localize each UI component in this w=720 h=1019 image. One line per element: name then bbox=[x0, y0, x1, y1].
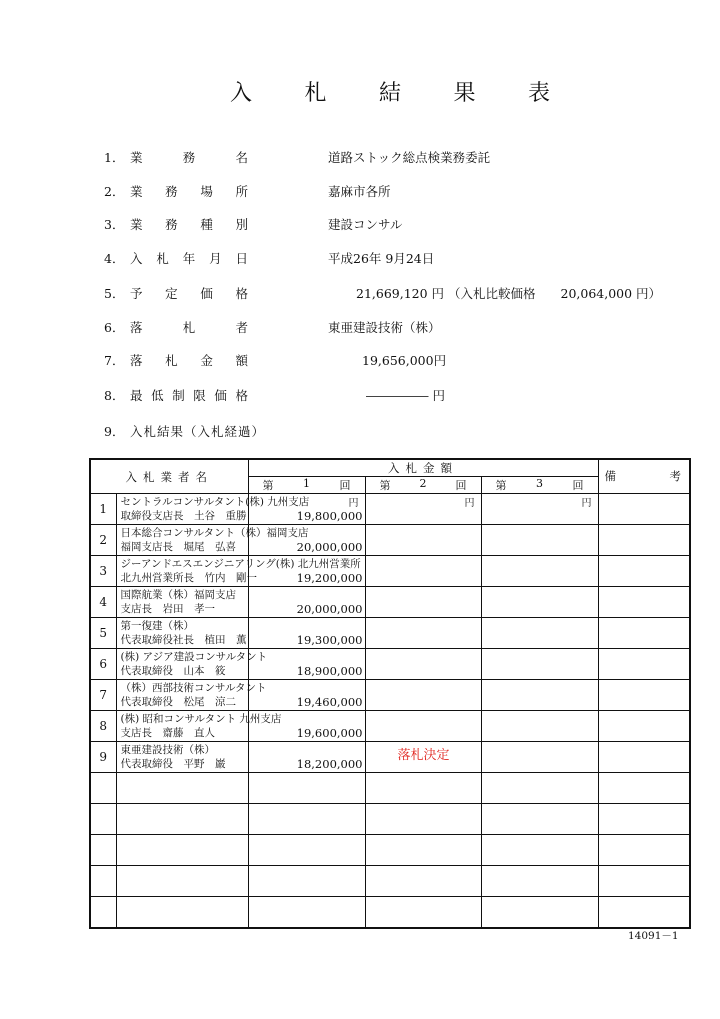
info-label bbox=[130, 182, 248, 200]
info-number: 9． bbox=[104, 424, 125, 439]
info-number: 6． bbox=[104, 320, 125, 335]
bidder-representative: 代表取締役 平野 巌 bbox=[120, 758, 226, 770]
info-label-char: 所 bbox=[235, 184, 248, 199]
table-row bbox=[90, 618, 690, 649]
empty-cell bbox=[248, 897, 365, 928]
bid-amount-round-1 bbox=[248, 711, 365, 742]
bidder-name bbox=[116, 680, 267, 711]
row-number: 5 bbox=[90, 618, 116, 649]
table-row bbox=[90, 649, 690, 680]
empty-cell bbox=[481, 866, 598, 897]
round-label-part: 回 bbox=[339, 479, 351, 492]
empty-cell bbox=[248, 804, 365, 835]
info-label-char: 場 bbox=[200, 184, 213, 199]
table-row bbox=[90, 587, 690, 618]
bidder-representative: 代表取締役 松尾 涼二 bbox=[120, 696, 236, 708]
info-label-char: 格 bbox=[235, 388, 248, 403]
remarks-cell bbox=[598, 649, 690, 680]
info-label-char: 業 bbox=[130, 184, 143, 199]
empty-cell bbox=[365, 835, 481, 866]
bid-amount-round-2 bbox=[365, 494, 481, 525]
empty-cell bbox=[248, 866, 365, 897]
empty-cell bbox=[481, 773, 598, 804]
info-label bbox=[130, 284, 248, 302]
info-label-char: 別 bbox=[235, 217, 248, 232]
bid-amount-value: 20,000,000 bbox=[296, 602, 363, 616]
empty-table-row bbox=[90, 897, 690, 928]
bidder-representative: 代表取締役 山本 筱 bbox=[120, 665, 226, 677]
document-title bbox=[230, 76, 550, 112]
empty-table-row bbox=[90, 866, 690, 897]
bidder-representative: 取締役支店長 土谷 重勝 bbox=[120, 510, 247, 522]
header-round-3 bbox=[481, 477, 598, 494]
round-label-part: 3 bbox=[536, 477, 544, 490]
row-number: 2 bbox=[90, 525, 116, 556]
bid-amount-round-3 bbox=[481, 525, 598, 556]
info-label-char: 限 bbox=[193, 388, 206, 403]
info-label bbox=[130, 215, 248, 233]
header-bid-amount: 入札金額 bbox=[248, 459, 598, 477]
yen-unit: 円 bbox=[581, 498, 592, 509]
empty-cell bbox=[116, 835, 248, 866]
bid-amount-round-3 bbox=[481, 711, 598, 742]
title-char: 果 bbox=[453, 81, 476, 106]
remarks-cell bbox=[598, 494, 690, 525]
info-label bbox=[130, 249, 248, 267]
row-number: 1 bbox=[90, 494, 116, 525]
info-row bbox=[0, 182, 720, 204]
info-label-char: 日 bbox=[235, 251, 248, 266]
empty-cell bbox=[598, 866, 690, 897]
bid-amount-round-3 bbox=[481, 618, 598, 649]
bid-amount-value: 20,000,000 bbox=[296, 540, 363, 554]
round-label-part: 第 bbox=[262, 479, 274, 492]
header-bidder-name: 入札業者名 bbox=[90, 459, 248, 494]
bidder-company: (株) 昭和コンサルタント 九州支店 bbox=[120, 713, 282, 725]
empty-cell bbox=[481, 897, 598, 928]
info-value: 嘉麻市各所 bbox=[328, 184, 391, 199]
empty-cell bbox=[116, 804, 248, 835]
award-decision-label: 落札決定 bbox=[397, 748, 450, 763]
row-number: 7 bbox=[90, 680, 116, 711]
info-label-char: 格 bbox=[235, 286, 248, 301]
bidder-name bbox=[116, 587, 248, 618]
yen-unit: 円 bbox=[464, 498, 475, 509]
table-row bbox=[90, 680, 690, 711]
bid-amount-round-2 bbox=[365, 525, 481, 556]
info-value: 平成26年 9月24日 bbox=[328, 251, 435, 266]
info-label-char: 務 bbox=[165, 217, 178, 232]
empty-cell bbox=[90, 835, 116, 866]
bid-amount-round-3 bbox=[481, 556, 598, 587]
header-remarks: 備 考 bbox=[598, 459, 690, 494]
bid-amount-round-1 bbox=[248, 649, 365, 680]
info-label-char: 入 bbox=[130, 251, 143, 266]
round-label-part: 2 bbox=[419, 477, 427, 490]
bid-amount-round-3 bbox=[481, 587, 598, 618]
bidder-representative: 支店長 齋藤 直人 bbox=[120, 727, 215, 739]
bidder-company: セントラルコンサルタント(株) 九州支店 bbox=[120, 496, 310, 508]
table-row bbox=[90, 494, 690, 525]
info-row bbox=[0, 148, 720, 170]
bid-amount-round-2 bbox=[365, 742, 481, 773]
table-row bbox=[90, 742, 690, 773]
info-label-char: 金 bbox=[200, 353, 213, 368]
info-row bbox=[0, 318, 720, 340]
info-label bbox=[130, 148, 248, 166]
empty-cell bbox=[90, 804, 116, 835]
bid-amount-round-1 bbox=[248, 494, 365, 525]
bid-amount-value: 18,900,000 bbox=[296, 664, 363, 678]
info-value: ――――― 円 bbox=[366, 388, 445, 403]
bid-amount-round-2 bbox=[365, 711, 481, 742]
bidder-company: 国際航業（株）福岡支店 bbox=[120, 589, 236, 601]
round-label-part: 第 bbox=[495, 479, 507, 492]
info-row bbox=[0, 284, 720, 306]
empty-cell bbox=[365, 866, 481, 897]
bid-amount-value: 19,200,000 bbox=[296, 571, 363, 585]
info-number: 7． bbox=[104, 353, 125, 368]
bid-amount-round-1 bbox=[248, 742, 365, 773]
remarks-cell bbox=[598, 711, 690, 742]
empty-cell bbox=[90, 866, 116, 897]
remarks-cell bbox=[598, 525, 690, 556]
info-label-char: 業 bbox=[130, 217, 143, 232]
bid-amount-round-1 bbox=[248, 618, 365, 649]
info-label-char: 名 bbox=[235, 150, 248, 165]
info-label-char: 制 bbox=[172, 388, 185, 403]
info-label-char: 落 bbox=[130, 320, 143, 335]
info-label-char: 価 bbox=[200, 286, 213, 301]
empty-cell bbox=[248, 835, 365, 866]
bid-amount-round-3 bbox=[481, 680, 598, 711]
info-label bbox=[130, 318, 248, 336]
bid-amount-round-1 bbox=[248, 587, 365, 618]
table-row bbox=[90, 556, 690, 587]
bidder-representative: 北九州営業所長 竹内 剛一 bbox=[120, 572, 257, 584]
empty-cell bbox=[598, 897, 690, 928]
bidder-name bbox=[116, 618, 248, 649]
header-round-1 bbox=[248, 477, 365, 494]
bid-amount-value: 19,300,000 bbox=[296, 633, 363, 647]
info-row bbox=[0, 386, 720, 408]
bid-amount-round-2 bbox=[365, 649, 481, 680]
info-label-char: 額 bbox=[235, 353, 248, 368]
round-label-part: 1 bbox=[303, 477, 310, 490]
bidder-company: 日本総合コンサルタント（株）福岡支店 bbox=[120, 527, 309, 539]
info-label-char: 札 bbox=[182, 320, 196, 335]
remarks-cell bbox=[598, 587, 690, 618]
bid-amount-value: 19,800,000 bbox=[296, 509, 363, 523]
bidder-company: 第一復建（株） bbox=[120, 620, 194, 632]
info-value: 東亜建設技術（株） bbox=[328, 320, 441, 335]
empty-cell bbox=[598, 835, 690, 866]
info-label bbox=[130, 386, 248, 404]
yen-unit: 円 bbox=[348, 498, 359, 509]
round-label-part: 第 bbox=[379, 479, 391, 492]
empty-cell bbox=[90, 897, 116, 928]
title-char: 札 bbox=[304, 81, 327, 106]
empty-table-row bbox=[90, 804, 690, 835]
info-label-char: 最 bbox=[130, 388, 143, 403]
info-label-char: 予 bbox=[130, 286, 143, 301]
row-number: 9 bbox=[90, 742, 116, 773]
bid-amount-value: 19,460,000 bbox=[296, 695, 363, 709]
table-row bbox=[90, 525, 690, 556]
empty-cell bbox=[116, 773, 248, 804]
document-code: 14091－1 bbox=[628, 930, 679, 942]
bid-amount-round-1 bbox=[248, 525, 365, 556]
bidder-name bbox=[116, 711, 282, 742]
bidder-representative: 支店長 岩田 孝一 bbox=[120, 603, 215, 615]
empty-cell bbox=[365, 773, 481, 804]
empty-cell bbox=[116, 897, 248, 928]
empty-cell bbox=[481, 835, 598, 866]
bidder-company: ジーアンドエスエンジニアリング(株) 北九州営業所 bbox=[120, 558, 361, 570]
bidder-name bbox=[116, 525, 309, 556]
bidder-name bbox=[116, 649, 268, 680]
header-round-2 bbox=[365, 477, 481, 494]
bid-amount-round-3 bbox=[481, 649, 598, 680]
bid-amount-round-2 bbox=[365, 556, 481, 587]
title-char: 入 bbox=[230, 81, 253, 106]
info-value: 19,656,000円 bbox=[362, 353, 447, 368]
table-row bbox=[90, 711, 690, 742]
round-label-part: 回 bbox=[455, 479, 467, 492]
bid-amount-round-1 bbox=[248, 680, 365, 711]
info-label-char: 月 bbox=[209, 251, 222, 266]
info-label-char: 低 bbox=[151, 388, 164, 403]
row-number: 8 bbox=[90, 711, 116, 742]
empty-cell bbox=[248, 773, 365, 804]
info-number: 2． bbox=[104, 184, 125, 199]
info-number: 8． bbox=[104, 388, 125, 403]
empty-cell bbox=[365, 804, 481, 835]
info-label-char: 年 bbox=[182, 251, 196, 266]
info-value: 21,669,120 円 （入札比較価格 20,064,000 円） bbox=[356, 286, 662, 301]
info-label bbox=[130, 351, 248, 369]
bidder-name bbox=[116, 742, 248, 773]
row-number: 3 bbox=[90, 556, 116, 587]
title-char: 表 bbox=[527, 81, 550, 106]
info-label-char: 札 bbox=[165, 353, 178, 368]
info-label-char: 札 bbox=[156, 251, 169, 266]
round-label-part: 回 bbox=[572, 479, 584, 492]
empty-cell bbox=[116, 866, 248, 897]
info-number: 5． bbox=[104, 286, 125, 301]
info-label-char: 者 bbox=[235, 320, 248, 335]
bid-amount-value: 19,600,000 bbox=[296, 726, 363, 740]
bidder-company: (株) アジア建設コンサルタント bbox=[120, 651, 268, 663]
remarks-cell bbox=[598, 618, 690, 649]
info-row bbox=[0, 215, 720, 237]
info-number: 4． bbox=[104, 251, 125, 266]
info-value: 道路ストック総点検業務委託 bbox=[328, 150, 491, 165]
bid-amount-round-1 bbox=[248, 556, 365, 587]
info-label-char: 種 bbox=[200, 217, 213, 232]
remarks-cell bbox=[598, 680, 690, 711]
info-number: 1． bbox=[104, 150, 125, 165]
bid-results-table bbox=[89, 458, 691, 929]
empty-cell bbox=[481, 804, 598, 835]
bid-amount-value: 18,200,000 bbox=[296, 757, 363, 771]
info-row bbox=[0, 422, 720, 444]
bidder-name bbox=[116, 494, 310, 525]
bid-amount-round-3 bbox=[481, 742, 598, 773]
info-value: 建設コンサル bbox=[328, 217, 403, 232]
row-number: 4 bbox=[90, 587, 116, 618]
info-label-char: 価 bbox=[214, 388, 227, 403]
info-label-char: 落 bbox=[130, 353, 143, 368]
bid-amount-round-2 bbox=[365, 680, 481, 711]
bidder-company: （株）西部技術コンサルタント bbox=[120, 682, 267, 694]
bidder-representative: 代表取締役社長 植田 薫 bbox=[120, 634, 247, 646]
row-number: 6 bbox=[90, 649, 116, 680]
info-number: 3． bbox=[104, 217, 125, 232]
remarks-cell bbox=[598, 556, 690, 587]
info-label: 入札結果（入札経過） bbox=[130, 424, 266, 439]
info-row bbox=[0, 249, 720, 271]
empty-cell bbox=[598, 804, 690, 835]
bidder-representative: 福岡支店長 堀尾 弘喜 bbox=[120, 541, 236, 553]
bidder-company: 東亜建設技術（株） bbox=[120, 744, 215, 756]
info-row bbox=[0, 351, 720, 373]
remarks-cell bbox=[598, 742, 690, 773]
info-label-char: 定 bbox=[165, 286, 178, 301]
bid-amount-round-2 bbox=[365, 587, 481, 618]
empty-cell bbox=[365, 897, 481, 928]
empty-cell bbox=[90, 773, 116, 804]
empty-table-row bbox=[90, 835, 690, 866]
info-label-char: 務 bbox=[165, 184, 178, 199]
info-label-char: 業 bbox=[130, 150, 143, 165]
bid-amount-round-3 bbox=[481, 494, 598, 525]
empty-table-row bbox=[90, 773, 690, 804]
bid-amount-round-2 bbox=[365, 618, 481, 649]
title-char: 結 bbox=[378, 81, 401, 106]
info-label-char: 務 bbox=[182, 150, 196, 165]
empty-cell bbox=[598, 773, 690, 804]
